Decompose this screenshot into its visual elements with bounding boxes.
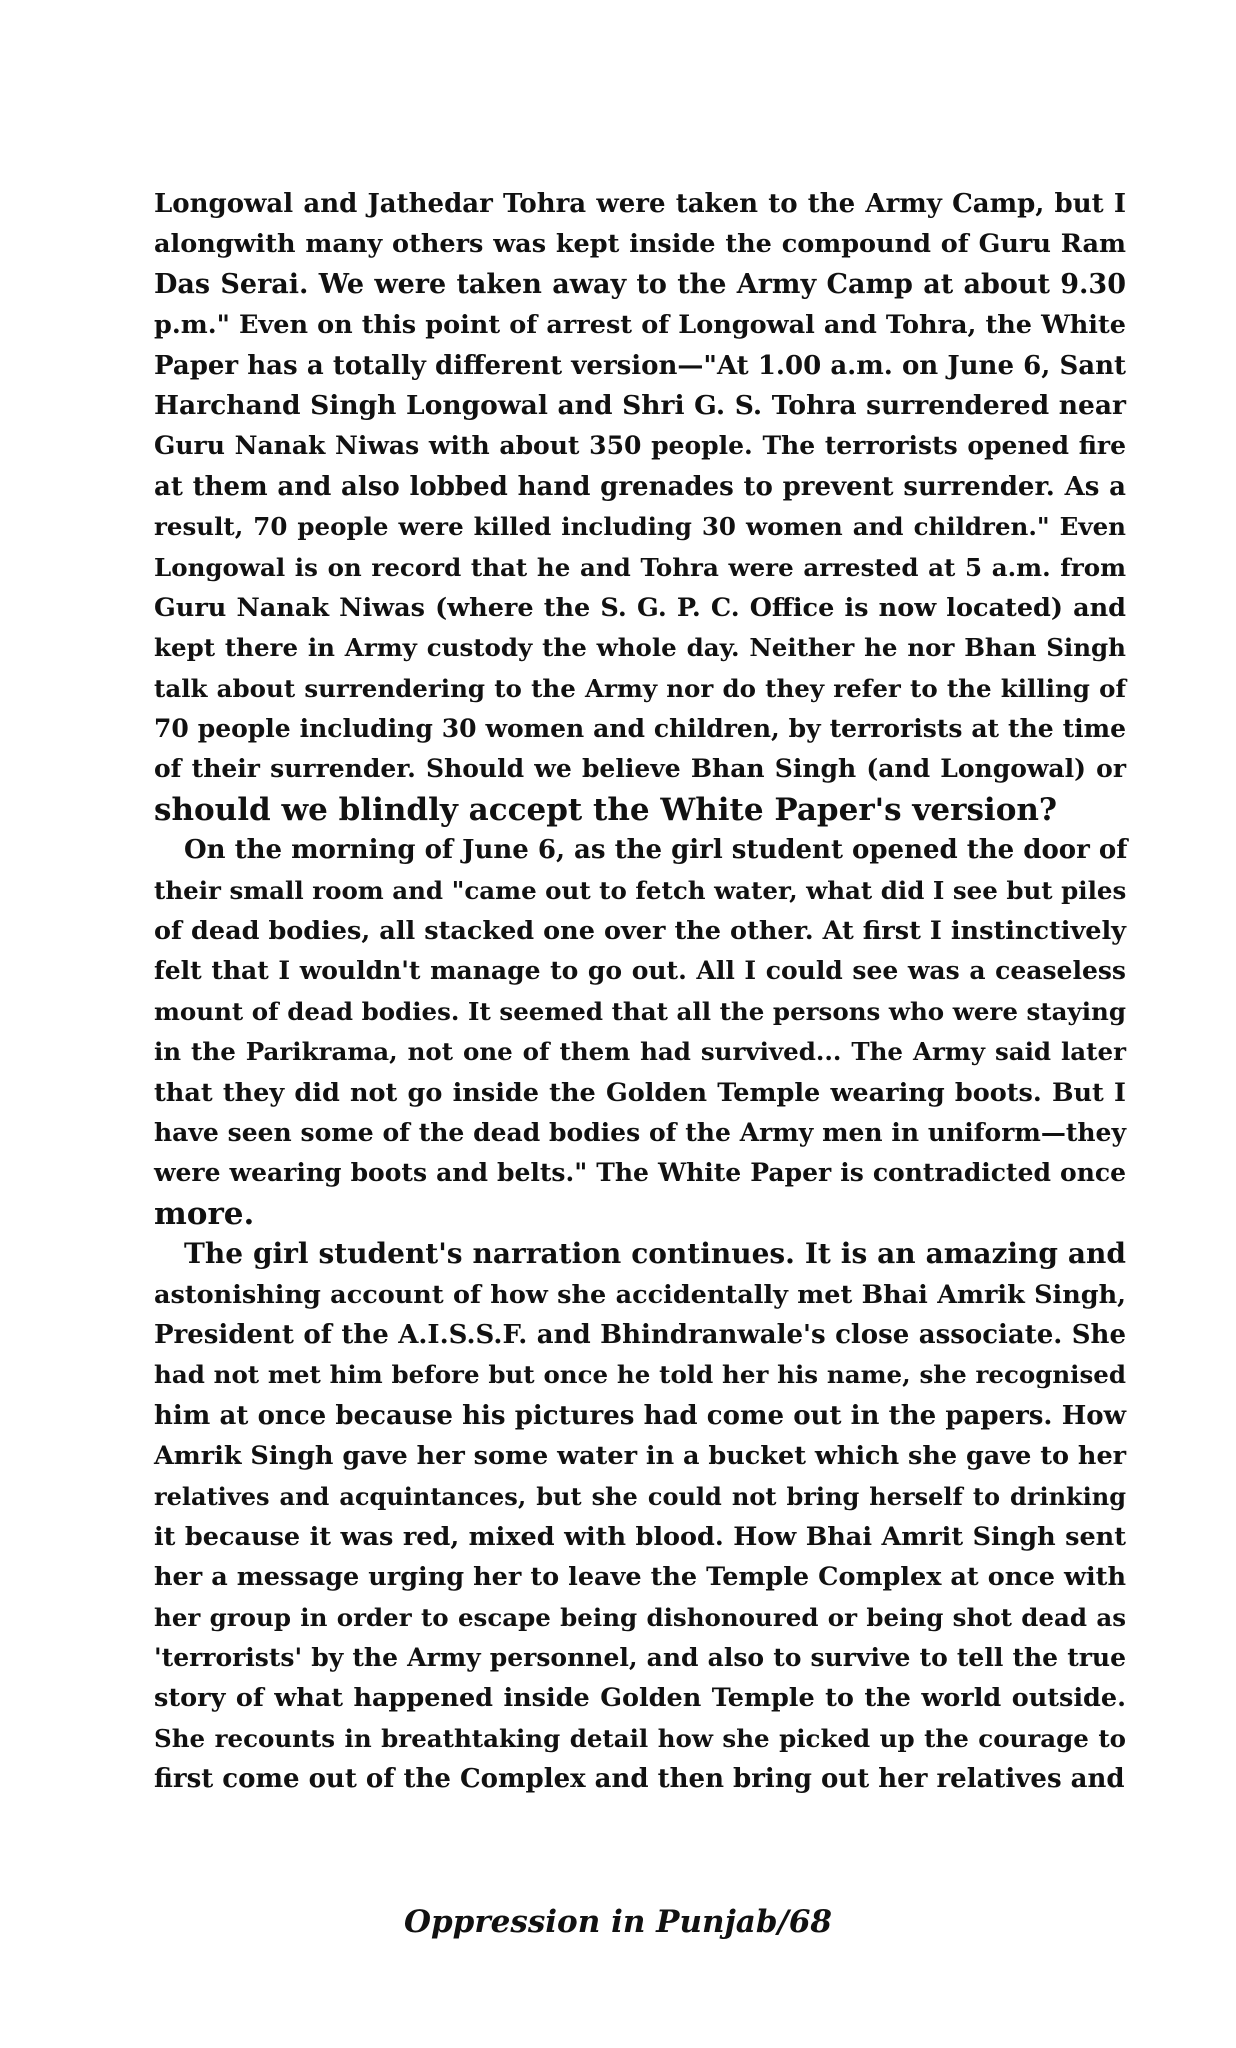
text-line: felt that I wouldn't manage to go out. All I could see was a ceaseless <box>154 956 1126 986</box>
text-line: Guru Nanak Niwas with about 350 people. The terrorists opened fire <box>154 431 1126 461</box>
text-line: in the Parikrama, not one of them had survived... The Army said later <box>154 1037 1126 1067</box>
text-line: alongwith many others was kept inside the compound of Guru Ram <box>154 229 1126 260</box>
text-line: Paper has a totally different version—"At 1.00 a.m. on June 6, Sant <box>154 350 1126 381</box>
text-line: should we blindly accept the White Paper's version? <box>154 791 1058 828</box>
text-line: She recounts in breathtaking detail how she picked up the courage to <box>154 1723 1126 1753</box>
paragraph <box>154 1234 1126 1799</box>
body-text <box>154 184 1126 1800</box>
text-line: Guru Nanak Niwas (where the S. G. P. C. Office is now located) and <box>154 592 1126 623</box>
text-line: Harchand Singh Longowal and Shri G. S. Tohra surrendered near <box>154 389 1126 421</box>
text-line: Amrik Singh gave her some water in a bucket which she gave to her <box>154 1441 1127 1472</box>
text-line: astonishing account of how she accidentally met Bhai Amrik Singh, <box>154 1279 1126 1310</box>
text-line: have seen some of the dead bodies of the Army men in uniform—they <box>154 1117 1126 1147</box>
text-line: of dead bodies, all stacked one over the other. At first I instinctively <box>154 916 1126 947</box>
text-line: relatives and acquintances, but she could not bring herself to drinking <box>154 1481 1126 1511</box>
text-line: him at once because his pictures had come out in the papers. How <box>154 1400 1126 1431</box>
text-line: mount of dead bodies. It seemed that all the persons who were staying <box>154 996 1126 1026</box>
page-footer: Oppression in Punjab/68 <box>403 1904 833 1940</box>
text-line: more. <box>154 1195 255 1232</box>
text-line: p.m." Even on this point of arrest of Longowal and Tohra, the White <box>154 310 1126 341</box>
text-line: The girl student's narration continues. It is an amazing and <box>184 1237 1126 1271</box>
text-line: result, 70 people were killed including 30 women and children." Even <box>154 512 1126 542</box>
text-line: President of the A.I.S.S.F. and Bhindranwale's close associate. She <box>154 1319 1126 1350</box>
paragraph <box>154 184 1126 830</box>
paragraph <box>154 830 1126 1234</box>
text-line: Longowal and Jathedar Tohra were taken to the Army Camp, but I <box>154 189 1126 219</box>
text-line: their small room and "came out to fetch water, what did I see but piles <box>154 875 1127 905</box>
text-line: 'terrorists' by the Army personnel, and also to survive to tell the true <box>154 1643 1126 1673</box>
text-line: her group in order to escape being dishonoured or being shot dead as <box>154 1602 1126 1632</box>
text-line: Longowal is on record that he and Tohra were arrested at 5 a.m. from <box>154 552 1126 582</box>
text-line: kept there in Army custody the whole day. Neither he nor Bhan Singh <box>154 633 1126 663</box>
text-line: 70 people including 30 women and children, by terrorists at the time <box>154 714 1126 744</box>
text-line: were wearing boots and belts." The White Paper is contradicted once <box>154 1158 1126 1188</box>
text-line: Das Serai. We were taken away to the Army Camp at about 9.30 <box>154 268 1126 300</box>
text-line: that they did not go inside the Golden Temple wearing boots. But I <box>154 1077 1126 1108</box>
text-line: it because it was red, mixed with blood. How Bhai Amrit Singh sent <box>154 1521 1126 1552</box>
text-line: story of what happened inside Golden Temple to the world outside. <box>154 1683 1126 1714</box>
text-line: talk about surrendering to the Army nor do they refer to the killing of <box>154 673 1126 703</box>
text-line: had not met him before but once he told her his name, she recognised <box>154 1360 1126 1390</box>
text-line: of their surrender. Should we believe Bhan Singh (and Longowal) or <box>154 754 1126 784</box>
text-line: On the morning of June 6, as the girl student opened the door of <box>184 835 1128 866</box>
text-line: at them and also lobbed hand grenades to prevent surrender. As a <box>154 471 1126 502</box>
text-line: her a message urging her to leave the Temple Complex at once with <box>154 1562 1126 1593</box>
text-line: first come out of the Complex and then bring out her relatives and <box>154 1764 1125 1795</box>
